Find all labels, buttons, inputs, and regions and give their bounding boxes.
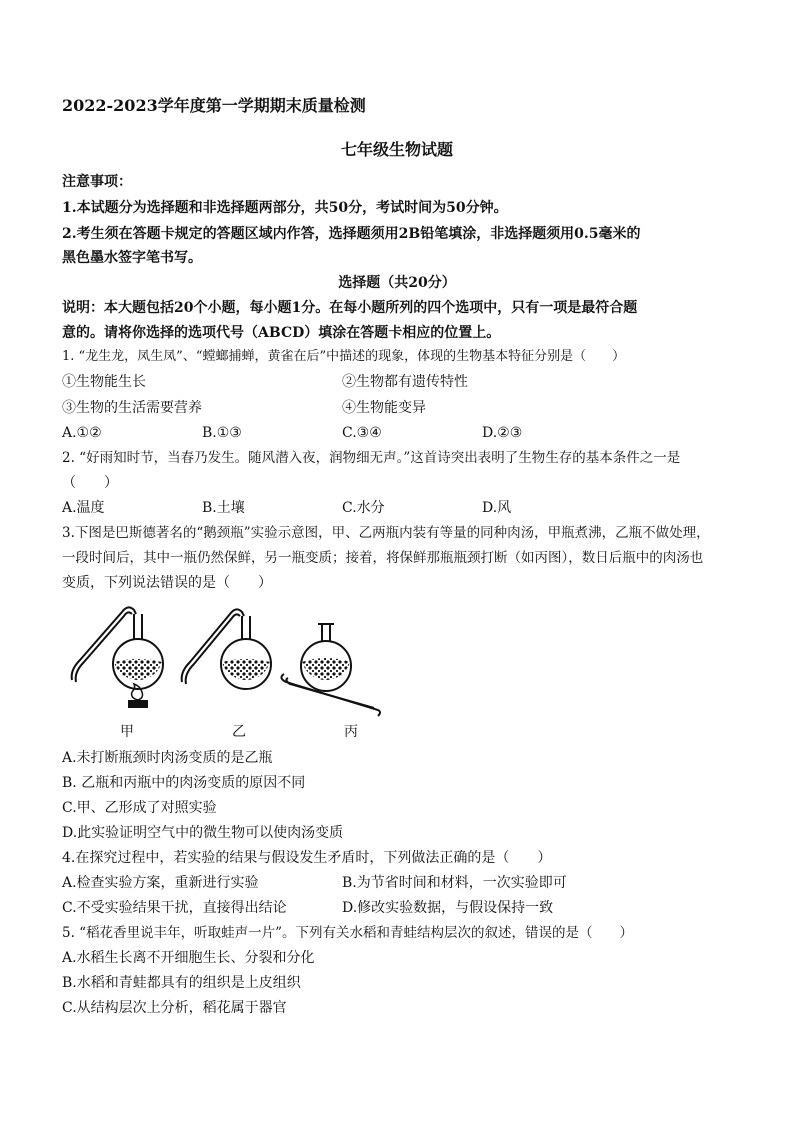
- q4-option-c: C.不受实验结果干扰，直接得出结论: [62, 900, 287, 916]
- q3-stem-line-1: 3.下图是巴斯德著名的“鹅颈瓶”实验示意图，甲、乙两瓶内装有等量的同种肉汤，甲瓶煮沸，乙瓶不做处理，: [62, 525, 710, 541]
- q2-stem-line-2: （ ）: [62, 475, 118, 491]
- q4-option-a: A.检查实验方案，重新进行实验: [62, 875, 259, 891]
- q2-option-b: B.土壤: [202, 500, 245, 516]
- q2-option-c: C.水分: [342, 500, 385, 516]
- q3-option-a: A.未打断瓶颈时肉汤变质的是乙瓶: [62, 750, 273, 766]
- q1-option-c: C.③④: [342, 425, 382, 441]
- q3-option-b: B. 乙瓶和丙瓶中的肉汤变质的原因不同: [62, 775, 306, 791]
- q2-stem-line-1: 2. “好雨知时节，当春乃发生。随风潜入夜，润物细无声。”这首诗突出表明了生物生存的基本条件之一是: [62, 450, 681, 466]
- q1-statement-3: ③生物的生活需要营养: [62, 400, 202, 416]
- exam-subtitle: 七年级生物试题: [340, 140, 453, 159]
- flask-yi: [182, 609, 271, 689]
- q1-option-b: B.①③: [202, 425, 242, 441]
- q3-option-c: C.甲、乙形成了对照实验: [62, 800, 217, 816]
- q5-option-a: A.水稻生长离不开细胞生长、分裂和分化: [62, 950, 315, 966]
- q2-option-d: D.风: [482, 500, 512, 516]
- flask-bing: [281, 624, 380, 716]
- q3-stem-line-3: 变质，下列说法错误的是（ ）: [62, 575, 272, 591]
- section-desc-line-2: 意的。请将你选择的选项代号（ABCD）填涂在答题卡相应的位置上。: [62, 325, 501, 341]
- q3-option-d: D.此实验证明空气中的微生物可以使肉汤变质: [62, 825, 344, 841]
- q1-statement-2: ②生物都有遗传特性: [342, 374, 468, 390]
- figure-label-yi: 乙: [232, 724, 246, 740]
- q4-option-b: B.为节省时间和材料，一次实验即可: [342, 875, 567, 891]
- notes-heading: 注意事项：: [62, 174, 132, 190]
- q1-stem: 1. “龙生龙，凤生凤”、“螳螂捕蝉，黄雀在后”中描述的现象，体现的生物基本特征分别是（ ）: [62, 349, 626, 364]
- q5-option-b: B.水稻和青蛙都具有的组织是上皮组织: [62, 975, 301, 991]
- figure-label-bing: 丙: [344, 724, 358, 740]
- section-title: 选择题（共20分）: [338, 275, 456, 291]
- section-desc-line-1: 说明：本大题包括20个小题，每小题1分。在每小题所列的四个选项中，只有一项是最符合题: [62, 300, 638, 316]
- q1-option-d: D.②③: [482, 425, 523, 441]
- q1-statement-1: ①生物能生长: [62, 374, 146, 390]
- notes-item-2-line-2: 黑色墨水签字笔书写。: [62, 250, 202, 266]
- swan-neck-flask-figure: [62, 600, 402, 720]
- q3-stem-line-2: 一段时间后，其中一瓶仍然保鲜，另一瓶变质；接着，将保鲜那瓶瓶颈打断（如丙图），数日后瓶中的肉汤也: [62, 550, 704, 566]
- q1-statement-4: ④生物能变异: [342, 400, 426, 416]
- exam-title: 2022-2023学年度第一学期期末质量检测: [62, 96, 366, 115]
- q5-stem: 5. “稻花香里说丰年，听取蛙声一片”。下列有关水稻和青蛙结构层次的叙述，错误的是（ ）: [62, 925, 633, 941]
- figure-label-jia: 甲: [120, 724, 134, 740]
- q1-option-a: A.①②: [62, 425, 102, 441]
- q2-option-a: A.温度: [62, 500, 105, 516]
- q4-option-d: D.修改实验数据，与假设保持一致: [342, 900, 554, 916]
- notes-item-2-line-1: 2.考生须在答题卡规定的答题区域内作答，选择题须用2B铅笔填涂，非选择题须用0.5毫米的: [62, 226, 641, 242]
- q5-option-c: C.从结构层次上分析，稻花属于器官: [62, 1000, 287, 1016]
- notes-item-1: 1.本试题分为选择题和非选择题两部分，共50分，考试时间为50分钟。: [62, 200, 508, 216]
- flask-jia: [72, 607, 163, 708]
- q4-stem: 4.在探究过程中，若实验的结果与假设发生矛盾时，下列做法正确的是（ ）: [62, 850, 552, 866]
